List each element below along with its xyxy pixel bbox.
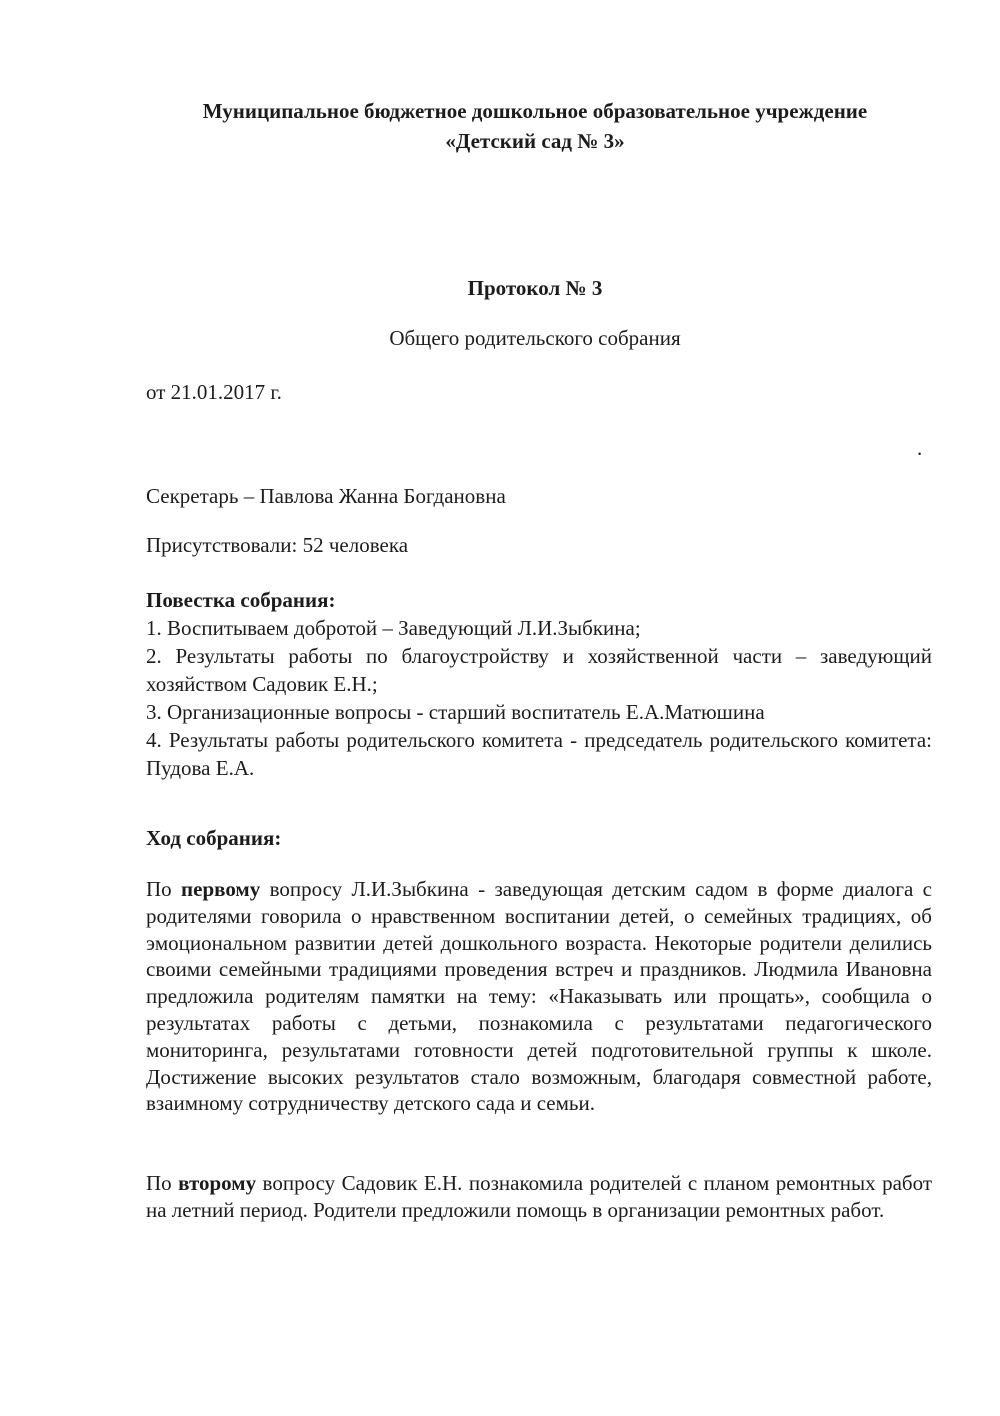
paragraph-text: вопросу Л.И.Зыбкина - заведующая детским садом в форме диалога с родителями говорила о нравственном воспитании детей, о семейных традициях, об эмоциональном развитии детей дошкольного возраста. Некоторые родители делились своими семейными традициями проведения встреч и праздников. Людмила Ивановна предложила родителям памятки на тему: «Наказывать или прощать», сообщила о результатах работы с детьми, познакомила с результатами педагогического мониторинга, результатами готовности детей подготовительной группы к школе. Достижение высоких результатов стало возможным, благодаря совместной работе, взаимному сотрудничеству детского сада и семьи.: [146, 877, 932, 1116]
attendance-line: Присутствовали: 52 человека: [146, 533, 409, 557]
institution-name: Муниципальное бюджетное дошкольное образовательное учреждение: [202, 99, 868, 123]
agenda-item: 1. Воспитываем добротой – Заведующий Л.И.Зыбкина;: [146, 616, 641, 640]
paragraph-text: вопросу Садовик Е.Н. познакомила родителей с планом ремонтных работ на летний период. Родители предложили помощь в организации ремонтных работ.: [146, 1171, 933, 1222]
agenda-title: Повестка собрания:: [146, 588, 336, 612]
agenda-item: 2. Результаты работы по благоустройству и хозяйственной части – заведующий хозяйством Садовик Е.Н.;: [146, 644, 932, 696]
meeting-course-title: Ход собрания:: [146, 826, 282, 850]
first-question-paragraph: [146, 876, 932, 1117]
secretary-line: Секретарь – Павлова Жанна Богдановна: [146, 484, 506, 508]
agenda-item: 4. Результаты работы родительского комитета - председатель родительского комитета: Пудова Е.А.: [146, 728, 932, 780]
paragraph-lead: По: [146, 877, 182, 901]
protocol-date: от 21.01.2017 г.: [146, 380, 282, 404]
paragraph-emphasis: первому: [181, 877, 261, 901]
paragraph-emphasis: второму: [178, 1171, 257, 1195]
protocol-title: Протокол № 3: [467, 276, 603, 300]
paragraph-lead: По: [146, 1171, 179, 1195]
second-question-paragraph: [146, 1170, 932, 1224]
stray-mark: .: [917, 436, 923, 460]
agenda-section: [146, 586, 932, 782]
protocol-subtitle: Общего родительского собрания: [389, 326, 681, 350]
institution-header: [100, 96, 970, 156]
institution-short-name: «Детский сад № 3»: [445, 129, 625, 153]
agenda-item: 3. Организационные вопросы - старший воспитатель Е.А.Матюшина: [146, 700, 765, 724]
